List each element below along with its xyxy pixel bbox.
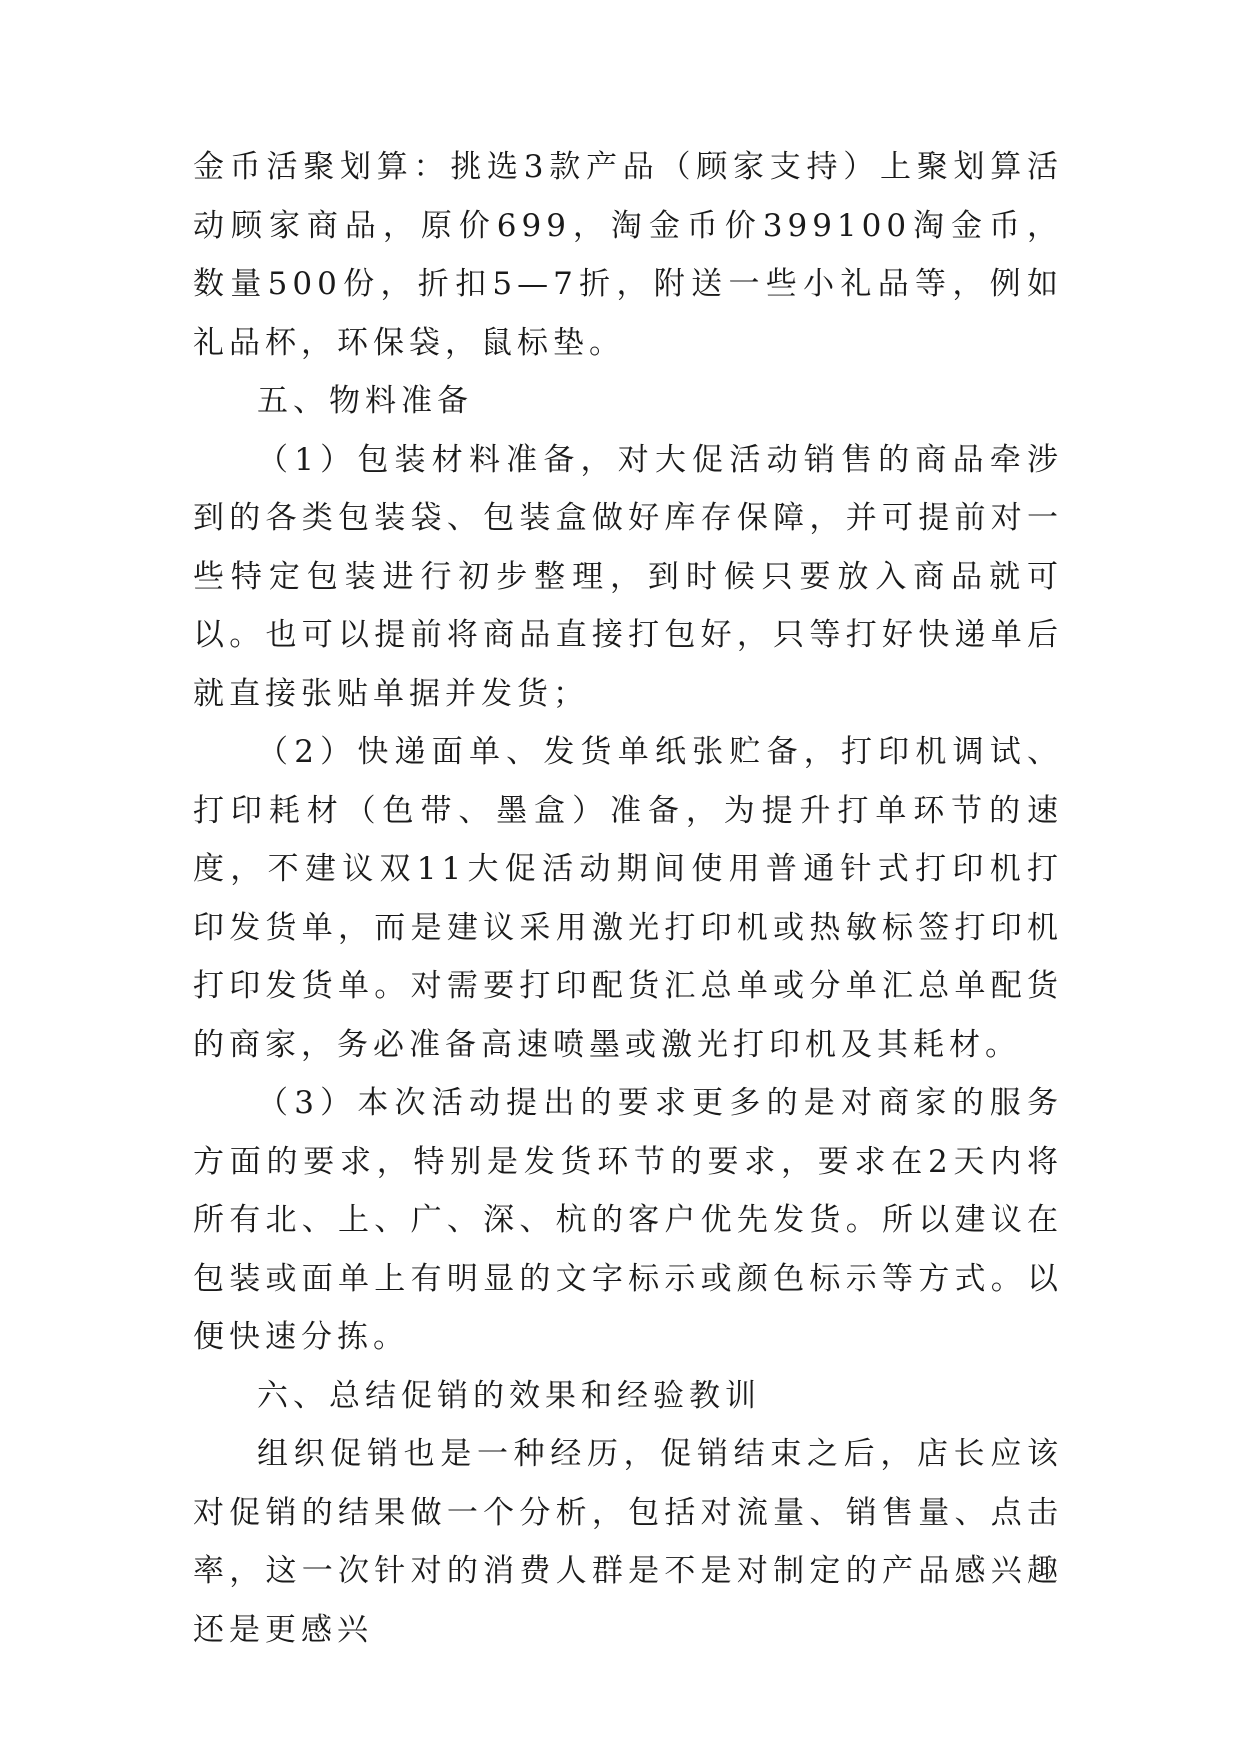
section-heading-materials: 五、物料准备 [257, 383, 473, 419]
document-page [193, 138, 1063, 1659]
paragraph-printing: （2）快递面单、发货单纸张贮备，打印机调试、打印耗材（色带、墨盒）准备，为提升打单环节的速度，不建议双11大促活动期间使用普通针式打印机打印发货单，而是建议采用激光打印机或热敏标签打印机打印发货单。对需要打印配货汇总单或分单汇总单配货的商家，务必准备高速喷墨或激光打印机及其耗材。 [193, 734, 1063, 1063]
paragraph-review: 组织促销也是一种经历，促销结束之后，店长应该对促销的结果做一个分析，包括对流量、销售量、点击率，这一次针对的消费人群是不是对制定的产品感兴趣还是更感兴 [193, 1436, 1063, 1648]
paragraph-juhuasuan: 金币活聚划算：挑选3款产品（顾家支持）上聚划算活动顾家商品，原价699，淘金币价399100淘金币，数量500份，折扣5—7折，附送一些小礼品等，例如礼品杯，环保袋，鼠标垫。 [193, 149, 1063, 361]
paragraph-shipping: （3）本次活动提出的要求更多的是对商家的服务方面的要求，特别是发货环节的要求，要求在2天内将所有北、上、广、深、杭的客户优先发货。所以建议在包装或面单上有明显的文字标示或颜色标示等方式。以便快速分拣。 [193, 1085, 1063, 1355]
section-heading-summary: 六、总结促销的效果和经验教训 [257, 1377, 761, 1414]
paragraph-packaging: （1）包装材料准备，对大促活动销售的商品牵涉到的各类包装袋、包装盒做好库存保障，并可提前对一些特定包装进行初步整理，到时候只要放入商品就可以。也可以提前将商品直接打包好，只等打好快递单后就直接张贴单据并发货； [193, 441, 1063, 712]
